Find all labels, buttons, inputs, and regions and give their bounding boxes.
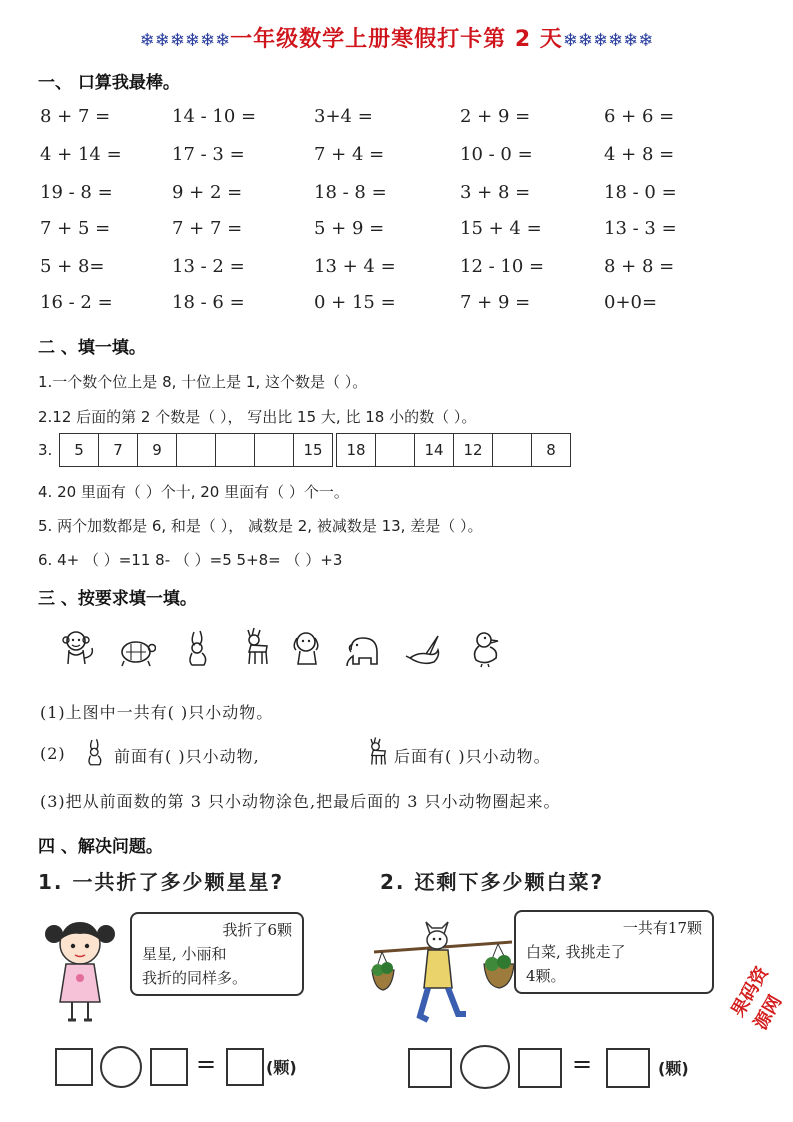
equals-sign-1: = <box>196 1050 217 1078</box>
sequence-cell[interactable]: 12 <box>454 434 493 466</box>
section4-heading: 四 、解决问题。 <box>38 837 163 857</box>
calc-item: 5 + 8= <box>40 256 105 277</box>
calc-item: 7 + 4 = <box>314 144 385 165</box>
calc-item: 7 + 5 = <box>40 218 111 239</box>
turtle-icon <box>116 630 156 670</box>
calc-item: 8 + 8 = <box>604 256 675 277</box>
watermark-text: 果码资源网 <box>727 963 787 1034</box>
animals-question-2-label: (2) <box>40 744 66 763</box>
calc-item: 7 + 9 = <box>460 292 531 313</box>
problem2-bubble-line-2: 白菜, 我挑走了 <box>526 943 626 961</box>
problem2-number: 2. <box>380 870 406 894</box>
answer-box-1a[interactable] <box>55 1048 93 1086</box>
problem1-bubble-line-3: 我折的同样多。 <box>142 969 248 987</box>
operator-circle-2[interactable] <box>460 1045 510 1089</box>
calc-item: 13 - 2 = <box>172 256 245 277</box>
problem2-question: 还剩下多少颗白菜? <box>414 870 605 894</box>
calc-item: 18 - 6 = <box>172 292 245 313</box>
title-text: 一年级数学上册寒假打卡第 2 天 <box>230 27 563 52</box>
calc-item: 6 + 6 = <box>604 106 675 127</box>
calc-item: 3+4 = <box>314 106 373 127</box>
number-sequence-2 <box>336 433 571 467</box>
problem2-bubble-line-1: 一共有17颗 <box>622 919 702 937</box>
calc-item: 7 + 7 = <box>172 218 243 239</box>
snowflake-decoration-right: ❄❄❄❄❄❄ <box>562 30 654 51</box>
rabbit-icon <box>178 628 218 668</box>
animals-question-1: (1)上图中一共有( )只小动物。 <box>40 703 274 722</box>
section1-heading: 一、 口算我最棒。 <box>38 73 180 93</box>
duck-icon <box>466 628 506 668</box>
sequence-cell[interactable] <box>177 434 216 466</box>
fill-question-6: 6. 4+ （ ）=11 8- （ ）=5 5+8= （ ）+3 <box>38 551 343 569</box>
calc-item: 9 + 2 = <box>172 182 243 203</box>
answer-box-2a[interactable] <box>408 1048 452 1088</box>
problem1-bubble-line-2: 星星, 小丽和 <box>142 945 227 963</box>
sequence-cell[interactable]: 5 <box>60 434 99 466</box>
calc-item: 3 + 8 = <box>460 182 531 203</box>
sequence-cell[interactable]: 18 <box>337 434 376 466</box>
fill-question-4: 4. 20 里面有（ ）个十, 20 里面有（ ）个一。 <box>38 483 349 501</box>
snowflake-decoration-left: ❄❄❄❄❄❄ <box>139 30 231 51</box>
fill-question-5: 5. 两个加数都是 6, 和是（ ）， 减数是 2, 被减数是 13, 差是（ ）。 <box>38 517 483 535</box>
sequence-cell[interactable] <box>216 434 255 466</box>
fill-question-1: 1.一个数个位上是 8, 十位上是 1, 这个数是（ ）。 <box>38 373 368 391</box>
calc-item: 0 + 15 = <box>314 292 396 313</box>
calc-item: 13 - 3 = <box>604 218 677 239</box>
problem1-bubble-line-1: 我折了6颗 <box>222 921 292 939</box>
calc-item: 10 - 0 = <box>460 144 533 165</box>
problem2-bubble-line-3: 4颗。 <box>526 967 566 985</box>
rabbit-icon <box>80 735 110 769</box>
animals-question-2-back: 后面有( )只小动物。 <box>394 747 551 766</box>
calc-item: 18 - 8 = <box>314 182 387 203</box>
bird-icon <box>404 630 444 670</box>
sequence-cell[interactable]: 9 <box>138 434 177 466</box>
sequence-cell[interactable] <box>376 434 415 466</box>
unit-label-2: (颗) <box>658 1059 689 1078</box>
deer-icon <box>236 626 276 666</box>
sequence-cell[interactable]: 14 <box>415 434 454 466</box>
problem2-speech-bubble <box>514 910 714 994</box>
calc-item: 4 + 8 = <box>604 144 675 165</box>
equals-sign-2: = <box>572 1050 593 1078</box>
girl-illustration <box>40 910 120 1025</box>
answer-box-1c[interactable] <box>226 1048 264 1086</box>
calc-item: 2 + 9 = <box>460 106 531 127</box>
calc-item: 8 + 7 = <box>40 106 111 127</box>
goat-carrying-cabbage-illustration <box>368 912 518 1030</box>
sequence-cell[interactable]: 8 <box>546 441 556 459</box>
deer-icon <box>362 733 392 769</box>
elephant-icon <box>343 630 383 670</box>
unit-label-1: (颗) <box>266 1058 297 1077</box>
section2-heading: 二 、填一填。 <box>38 338 146 358</box>
answer-box-2b[interactable] <box>518 1048 562 1088</box>
calc-item: 14 - 10 = <box>172 106 257 127</box>
problem1-number: 1. <box>38 870 64 894</box>
calc-item: 0+0= <box>604 292 658 313</box>
number-sequence-1 <box>59 433 333 467</box>
problem2-title <box>380 866 604 895</box>
calc-item: 16 - 2 = <box>40 292 113 313</box>
page-title <box>0 22 793 53</box>
calc-item: 13 + 4 = <box>314 256 396 277</box>
animals-question-2-front: 前面有( )只小动物, <box>114 747 260 766</box>
sequence-cell[interactable]: 15 <box>303 441 323 459</box>
calc-item: 12 - 10 = <box>460 256 545 277</box>
sequence-cell[interactable] <box>255 434 294 466</box>
calc-item: 19 - 8 = <box>40 182 113 203</box>
calc-item: 5 + 9 = <box>314 218 385 239</box>
problem1-title <box>38 866 284 895</box>
problem1-question: 一共折了多少颗星星? <box>72 870 285 894</box>
answer-box-2c[interactable] <box>606 1048 650 1088</box>
fill-question-2: 2.12 后面的第 2 个数是（ ）， 写出比 15 大, 比 18 小的数（ ）。 <box>38 408 477 426</box>
fill-question-3-label: 3. <box>38 441 53 459</box>
calc-item: 17 - 3 = <box>172 144 245 165</box>
answer-box-1b[interactable] <box>150 1048 188 1086</box>
calc-item: 4 + 14 = <box>40 144 122 165</box>
calc-item: 18 - 0 = <box>604 182 677 203</box>
sequence-cell[interactable] <box>493 434 532 466</box>
animals-question-3: (3)把从前面数的第 3 只小动物涂色,把最后面的 3 只小动物圈起来。 <box>40 792 561 811</box>
calc-item: 15 + 4 = <box>460 218 542 239</box>
dog-icon <box>288 628 328 668</box>
section3-heading: 三 、按要求填一填。 <box>38 589 197 609</box>
problem1-speech-bubble <box>130 912 304 996</box>
operator-circle-1[interactable] <box>100 1046 142 1088</box>
monkey-icon <box>58 628 98 668</box>
sequence-cell[interactable]: 7 <box>99 434 138 466</box>
